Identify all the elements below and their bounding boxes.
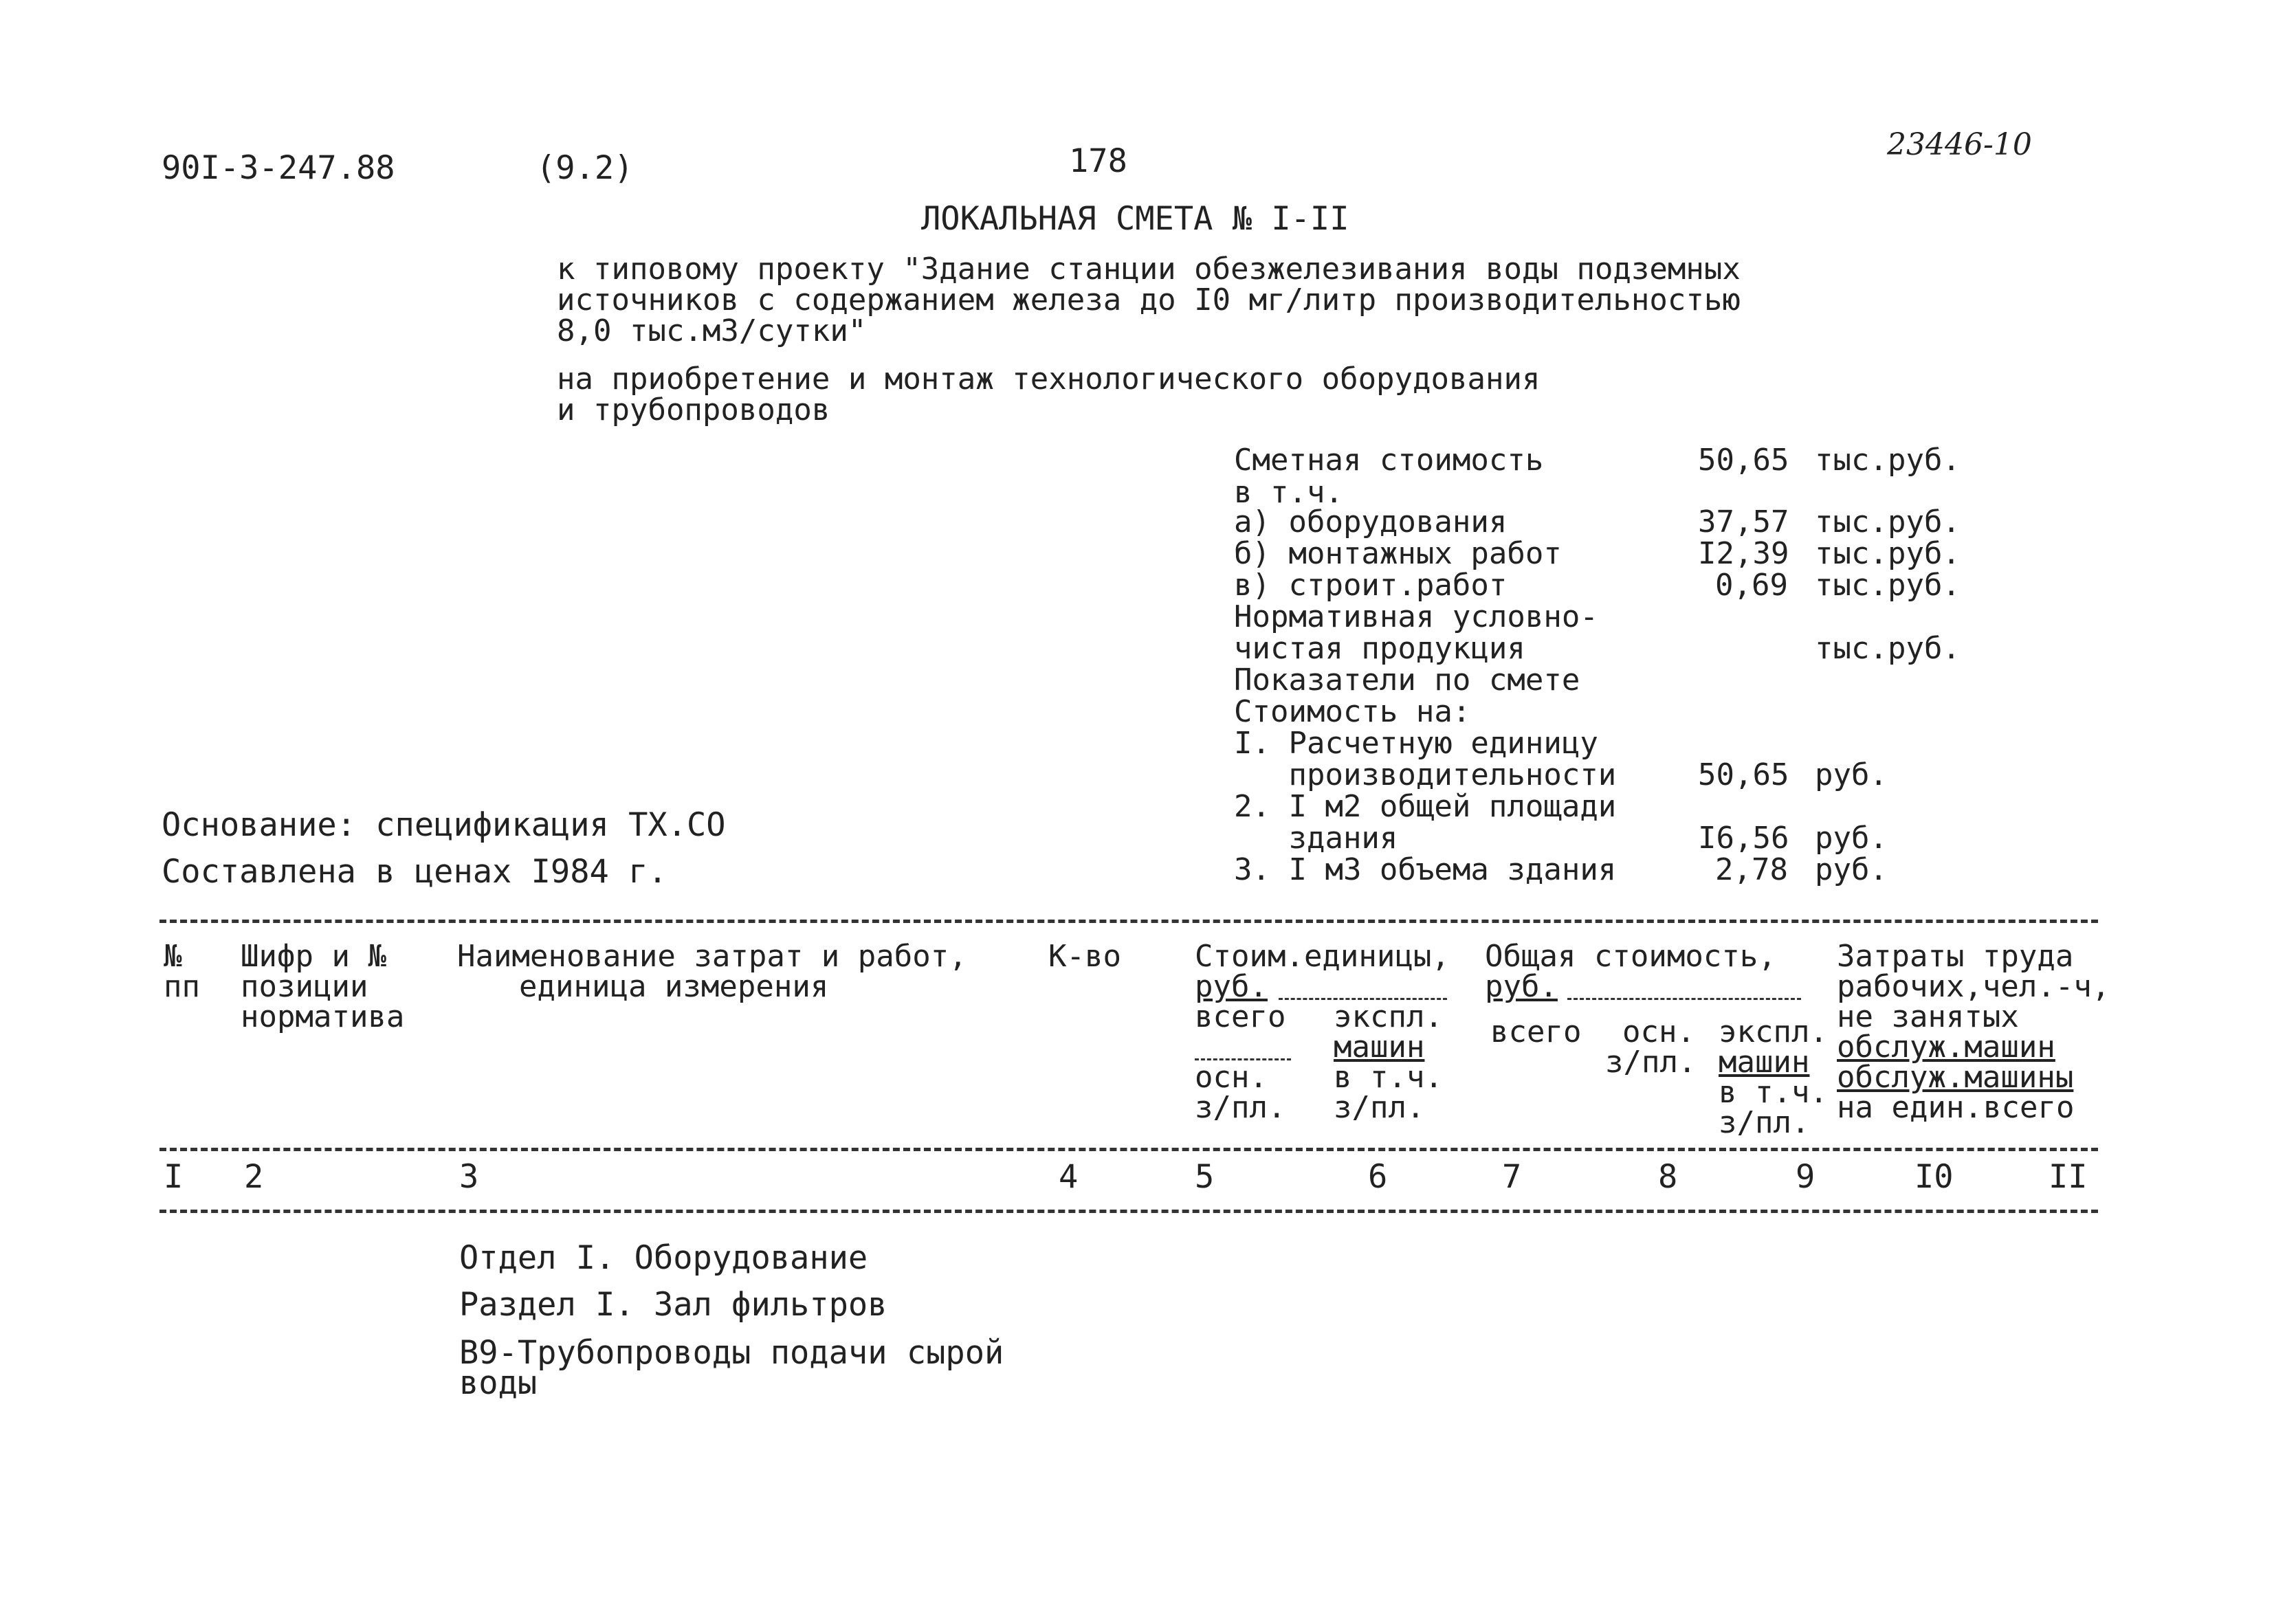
col2-header: Шифр и №: [241, 939, 386, 974]
summary-unit: руб.: [1815, 852, 1888, 887]
section-number: (9.2): [536, 149, 634, 187]
unit-cost-mach: экспл.: [1334, 999, 1443, 1034]
purpose-line: на приобретение и монтаж технологического оборудования: [557, 361, 1541, 397]
column-number: 3: [459, 1158, 479, 1196]
summary-label: производительности: [1234, 757, 1617, 792]
summary-unit: тыс.руб.: [1815, 536, 1961, 571]
document-title: ЛОКАЛЬНАЯ СМЕТА № I-II: [921, 200, 1349, 238]
col1-header: №: [164, 939, 182, 974]
unit-cost-mach: машин: [1334, 1030, 1425, 1065]
column-number: I: [164, 1158, 184, 1196]
summary-unit: тыс.руб.: [1815, 504, 1961, 540]
inventory-stamp: 23446-10: [1887, 127, 2032, 162]
summary-unit: тыс.руб.: [1815, 568, 1961, 603]
subtitle-line: источников с содержанием железа до I0 мг/литр производительностью: [557, 282, 1741, 318]
total-cost-base: осн.: [1622, 1014, 1695, 1049]
summary-label: I. Расчетную единицу: [1234, 726, 1598, 761]
column-number: 8: [1658, 1158, 1678, 1196]
labor-total: всего: [1983, 1090, 2075, 1125]
basis-line: Основание: спецификация ТХ.СО: [162, 806, 726, 844]
table-header-rule: [159, 1148, 2098, 1151]
page-number: 178: [1069, 142, 1127, 180]
table-top-rule: [159, 920, 2098, 923]
summary-label: в т.ч.: [1234, 475, 1343, 510]
unit-cost-base: осн.: [1195, 1060, 1268, 1095]
summary-label: чистая продукция: [1234, 631, 1525, 666]
column-number: 4: [1059, 1158, 1079, 1196]
total-cost-base: з/пл.: [1605, 1045, 1697, 1080]
col3-header: единица измерения: [519, 969, 829, 1004]
column-number: 9: [1796, 1158, 1815, 1196]
col3-header: Наименование затрат и работ,: [457, 939, 967, 974]
column-number: 7: [1502, 1158, 1522, 1196]
summary-label: здания: [1234, 821, 1398, 856]
summary-value: 37,57: [1698, 504, 1789, 540]
labor-header: не занятых: [1837, 999, 2019, 1034]
total-cost-mach: машин: [1719, 1045, 1810, 1080]
total-cost-header: Общая стоимость,: [1485, 939, 1776, 974]
col1-header: пп: [164, 969, 200, 1004]
summary-label: б) монтажных работ: [1234, 536, 1562, 571]
summary-value: 50,65: [1698, 757, 1789, 792]
unit-cost-rub: руб.: [1195, 969, 1268, 1004]
summary-unit: руб.: [1815, 821, 1888, 856]
column-number: 5: [1195, 1158, 1215, 1196]
summary-label: а) оборудования: [1234, 504, 1508, 540]
unit-cost-total: всего: [1195, 999, 1286, 1034]
total-cost-mach: в т.ч.: [1719, 1075, 1828, 1110]
subtitle-line: к типовому проекту "Здание станции обезжелезивания воды подземных: [557, 252, 1741, 287]
labor-per-unit: обслуж.машин: [1837, 1030, 2055, 1065]
summary-label: 3. I м3 объема здания: [1234, 852, 1617, 887]
summary-unit: руб.: [1815, 757, 1888, 792]
unit-cost-base: з/пл.: [1195, 1090, 1286, 1125]
summary-value: 2,78: [1715, 852, 1788, 887]
column-number: II: [2049, 1158, 2088, 1196]
prices-line: Составлена в ценах I984 г.: [162, 853, 667, 891]
section-heading: Раздел I. Зал фильтров: [459, 1286, 887, 1324]
summary-unit: тыс.руб.: [1815, 443, 1961, 478]
unit-cost-header: Стоим.единицы,: [1195, 939, 1450, 974]
subtitle-line: 8,0 тыс.м3/сутки": [557, 313, 867, 348]
column-number: 2: [244, 1158, 264, 1196]
total-cost-rule: [1567, 998, 1801, 1000]
total-cost-total: всего: [1490, 1014, 1582, 1049]
item-heading: В9-Трубопроводы подачи сырой: [459, 1334, 1004, 1372]
col4-header: К-во: [1048, 939, 1121, 974]
summary-label: Стоимость на:: [1234, 694, 1471, 729]
summary-label: Сметная стоимость: [1234, 443, 1544, 478]
summary-label: в) строит.работ: [1234, 568, 1508, 603]
labor-total: обслуж.машины: [1837, 1060, 2074, 1095]
document-code: 90I-3-247.88: [162, 149, 395, 187]
col2-header: позиции: [241, 969, 368, 1004]
summary-value: I2,39: [1698, 536, 1789, 571]
department-heading: Отдел I. Оборудование: [459, 1239, 868, 1277]
total-cost-rub: руб.: [1485, 969, 1558, 1004]
summary-label: Показатели по смете: [1234, 663, 1580, 698]
purpose-line: и трубопроводов: [557, 392, 830, 427]
column-number: 6: [1368, 1158, 1388, 1196]
labor-per-unit: на един.: [1837, 1090, 1983, 1125]
summary-value: I6,56: [1698, 821, 1789, 856]
labor-header: Затраты труда: [1837, 939, 2074, 974]
total-cost-mach: з/пл.: [1719, 1105, 1810, 1140]
item-heading: воды: [459, 1364, 538, 1402]
summary-label: Нормативная условно-: [1234, 599, 1598, 634]
col2-header: норматива: [241, 999, 405, 1034]
summary-value: 50,65: [1698, 443, 1789, 478]
summary-label: 2. I м2 общей площади: [1234, 789, 1617, 824]
summary-unit: тыс.руб.: [1815, 631, 1961, 666]
labor-header: рабочих,чел.-ч,: [1837, 969, 2110, 1004]
total-cost-mach: экспл.: [1719, 1014, 1828, 1049]
unit-cost-incl: в т.ч.: [1334, 1060, 1443, 1095]
summary-value: 0,69: [1715, 568, 1788, 603]
column-number: I0: [1914, 1158, 1954, 1196]
column-numbers-rule: [159, 1210, 2098, 1213]
unit-cost-incl: з/пл.: [1334, 1090, 1425, 1125]
